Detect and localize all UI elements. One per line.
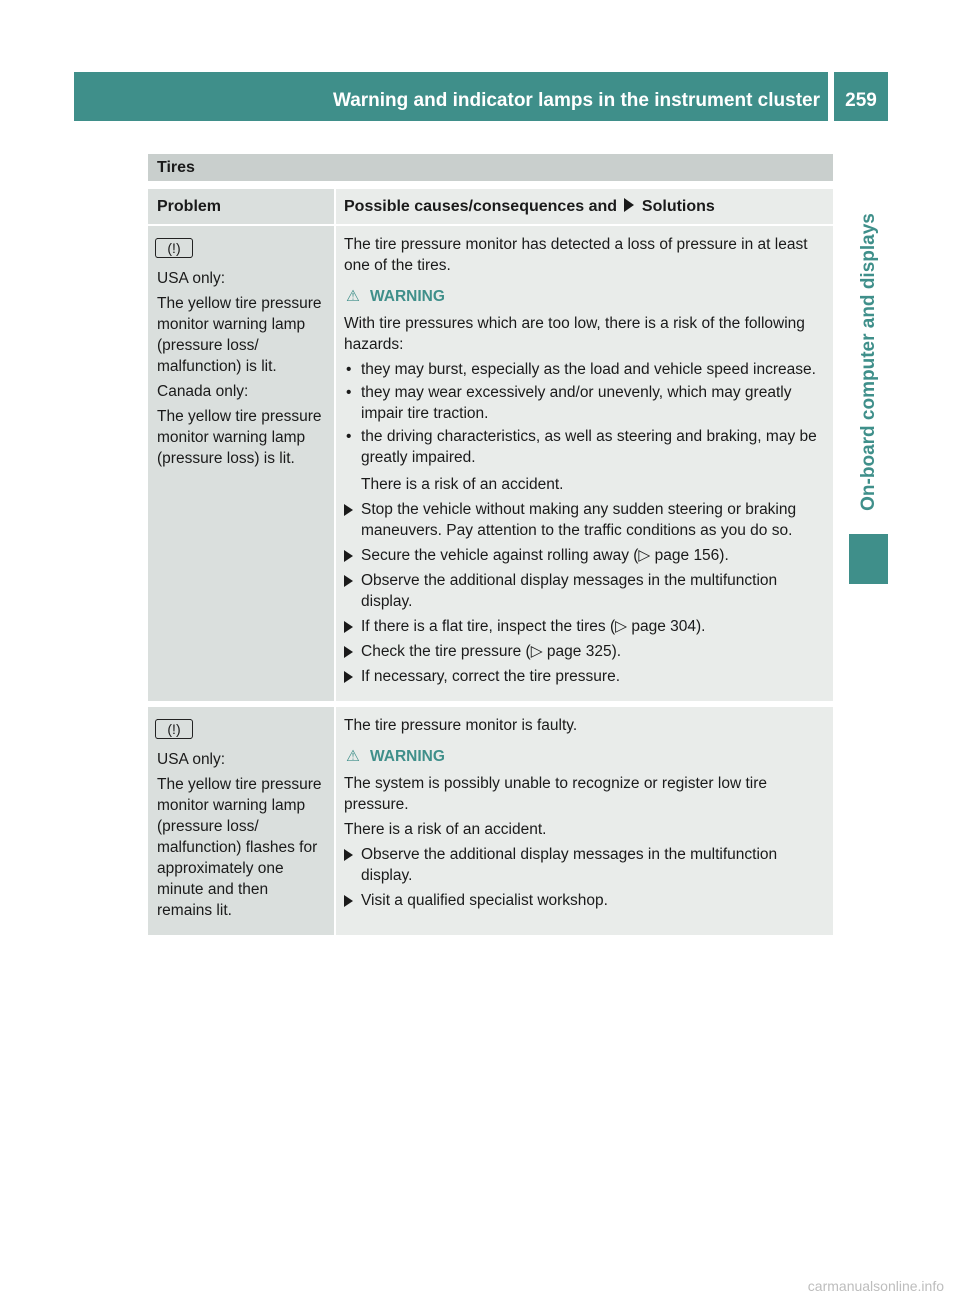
instruction-step: Visit a qualified specialist workshop. xyxy=(344,890,827,911)
bullet-icon: • xyxy=(346,428,352,445)
tire-pressure-warning-lamp-icon: (!) xyxy=(157,238,191,258)
arrow-icon xyxy=(344,895,353,907)
side-tab-title: On-board computer and displays xyxy=(858,213,879,511)
warning-triangle-icon: ⚠ xyxy=(346,288,360,305)
warning-heading xyxy=(344,746,827,767)
warning-heading xyxy=(344,286,827,307)
warning-text: With tire pressures which are too low, there is a risk of the following hazards: xyxy=(344,315,805,353)
problem-line: Canada only: xyxy=(157,383,249,400)
arrow-icon xyxy=(344,504,353,516)
arrow-icon xyxy=(344,671,353,683)
watermark: carmanualsonline.info xyxy=(807,1278,944,1294)
risk-note: There is a risk of an accident. xyxy=(344,821,547,838)
problem-line: The yellow tire pressure monitor warning lamp (pressure loss/ malfunction) is lit. xyxy=(157,295,322,375)
intro-text: The tire pressure monitor has detected a loss of pressure in at least one of the tires. xyxy=(344,236,808,274)
warning-label: WARNING xyxy=(370,748,445,765)
table-caption: Tires xyxy=(148,154,833,181)
list-item: • they may burst, especially as the load and vehicle speed increase. xyxy=(346,361,816,378)
table-row xyxy=(148,226,833,701)
problem-cell xyxy=(148,226,334,701)
problem-cell xyxy=(148,707,334,935)
instruction-step: Stop the vehicle without making any sudden steering or braking maneuvers. Pay attention to the traffic conditions as you do so. xyxy=(344,499,827,541)
instruction-step: Check the tire pressure (▷ page 325). xyxy=(344,641,827,662)
arrow-icon xyxy=(344,550,353,562)
problem-line: USA only: xyxy=(157,270,226,287)
arrow-icon xyxy=(344,621,353,633)
list-item: • they may wear excessively and/or unevenly, which may greatly impair tire traction. xyxy=(346,384,792,422)
tires-table xyxy=(148,154,833,935)
warning-text: The system is possibly unable to recognize or register low tire pressure. xyxy=(344,775,767,813)
arrow-icon xyxy=(344,646,353,658)
section-title: Warning and indicator lamps in the instrument cluster xyxy=(332,90,820,111)
tire-pressure-warning-lamp-icon: (!) xyxy=(157,719,191,739)
list-item: • the driving characteristics, as well as steering and braking, may be greatly impaired. xyxy=(346,428,817,466)
problem-line: USA only: xyxy=(157,751,226,768)
page-number: 259 xyxy=(845,90,877,111)
warning-triangle-icon: ⚠ xyxy=(346,748,360,765)
instruction-step: If there is a flat tire, inspect the tires (▷ page 304). xyxy=(344,616,827,637)
arrow-icon xyxy=(344,575,353,587)
problem-line: The yellow tire pressure monitor warning lamp (pressure loss) is lit. xyxy=(157,408,322,467)
page-number-box xyxy=(834,72,888,121)
page-header xyxy=(74,72,828,121)
instruction-step: If necessary, correct the tire pressure. xyxy=(344,666,827,687)
header-solutions-text-b: Solutions xyxy=(641,198,715,215)
solutions-cell xyxy=(336,707,833,935)
header-solutions xyxy=(336,189,833,224)
header-solutions-text-a: Possible causes/consequences and xyxy=(344,198,618,215)
arrow-icon xyxy=(624,198,634,212)
bullet-icon: • xyxy=(346,361,352,378)
arrow-icon xyxy=(344,849,353,861)
hazard-list xyxy=(344,359,827,468)
risk-note: There is a risk of an accident. xyxy=(361,476,564,493)
instruction-step: Secure the vehicle against rolling away (▷ page 156). xyxy=(344,545,827,566)
intro-text: The tire pressure monitor is faulty. xyxy=(344,717,578,734)
solutions-cell xyxy=(336,226,833,701)
table-header-row xyxy=(148,189,833,224)
header-problem: Problem xyxy=(148,189,334,224)
instruction-step: Observe the additional display messages in the multifunction display. xyxy=(344,570,827,612)
instruction-step: Observe the additional display messages in the multifunction display. xyxy=(344,844,827,886)
chapter-marker xyxy=(849,534,888,584)
bullet-icon: • xyxy=(346,384,352,401)
warning-label: WARNING xyxy=(370,288,445,305)
table-row xyxy=(148,707,833,935)
problem-line: The yellow tire pressure monitor warning lamp (pressure loss/ malfunction) flashes for approximately one minute and then remains lit. xyxy=(157,776,322,919)
